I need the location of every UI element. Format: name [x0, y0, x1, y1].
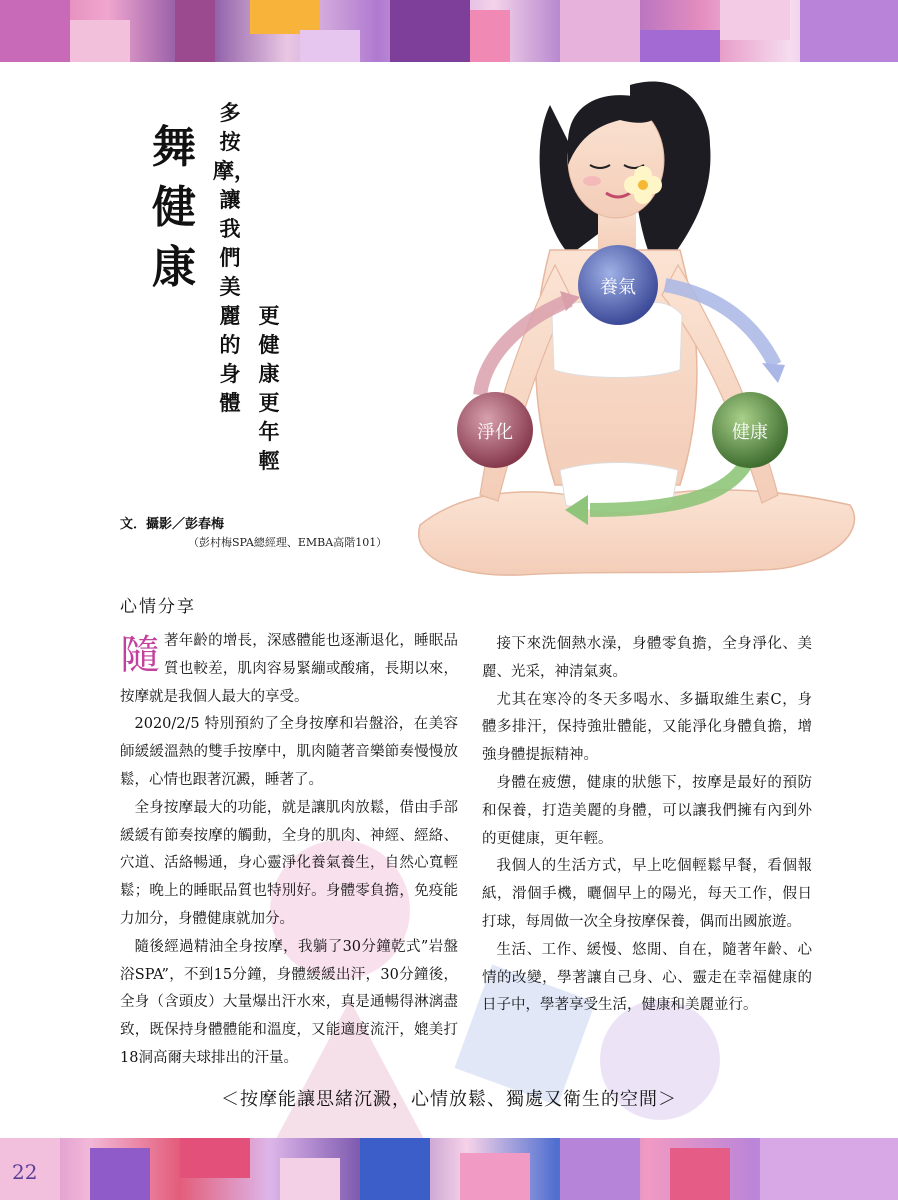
section-heading: 心情分享 [120, 597, 196, 617]
body-column-2 [482, 631, 812, 1020]
paragraph: 接下來洗個熱水澡，身體零負擔，全身淨化、美麗、光采，神清氣爽。 [482, 636, 812, 680]
byline-author: 文．攝影／彭春梅 [120, 517, 225, 532]
byline-affiliation: （彭村梅SPA總經理、EMBA高階101） [188, 536, 388, 549]
subtitle-line-2: 更健康 更年輕 [258, 304, 280, 473]
page-number: 22 [12, 1160, 38, 1184]
photo-caption: ＜按摩能讓思緒沉澱，心情放鬆、獨處又衛生的空間＞ [221, 1089, 677, 1110]
bottom-decorative-band [0, 1138, 898, 1200]
cycle-label-qi: 養氣 [600, 277, 636, 298]
paragraph: 我個人的生活方式，早上吃個輕鬆早餐，看個報紙，滑個手機，曬個早上的陽光，每天工作，假日打球，每周做一次全身按摩保養，偶而出國旅遊。 [482, 858, 812, 930]
paragraph: 隨後經過精油全身按摩，我躺了30分鐘乾式”岩盤浴SPA”，不到15分鐘，身體緩緩出汗，30分鐘後，全身（含頭皮）大量爆出汗水來，真是通暢得淋漓盡致，既保持身體體能和溫度，又能適度流汗，媲美打18洞高爾夫球排出的汗量。 [120, 938, 458, 1066]
paragraph: 尤其在寒冷的冬天多喝水、多攝取維生素C，身體多排汗，保持強壯體能，又能淨化身體負擔，增強身體提振精神。 [482, 691, 812, 764]
body-column-1 [120, 628, 458, 1073]
paragraph: 身體在疲憊，健康的狀態下，按摩是最好的預防和保養，打造美麗的身體，可以讓我們擁有內到外的更健康，更年輕。 [482, 774, 812, 847]
paragraph: 全身按摩最大的功能，就是讓肌肉放鬆，借由手部緩緩有節奏按摩的觸動，全身的肌肉、神經、經絡、穴道、活絡暢通，身心靈淨化養氣養生，自然心寬輕鬆；晚上的睡眠品質也特別好。身體零負擔，免疫能力加分，身體健康就加分。 [120, 799, 458, 927]
paragraph: 隨著年齡的增長，深感體能也逐漸退化，睡眠品質也較差，肌肉容易緊繃或酸痛，長期以來，按摩就是我個人最大的享受。 [120, 632, 458, 705]
cycle-label-purify: 淨化 [477, 422, 513, 443]
paragraph: 2020/2/5 特別預約了全身按摩和岩盤浴，在美容師緩緩溫熱的雙手按摩中，肌肉隨著音樂節奏慢慢放鬆，心情也跟著沉澱，睡著了。 [120, 716, 458, 788]
cycle-label-health: 健康 [732, 422, 768, 443]
paragraph: 生活、工作、緩慢、悠閒、自在，隨著年齡、心情的改變，學著讓自己身、心、靈走在幸福健康的日子中，學著享受生活，健康和美麗並行。 [482, 941, 812, 1014]
article-title: 舞健康 [152, 122, 196, 293]
subtitle-line-1: 多按摩，讓我們美麗的身體 [213, 101, 255, 415]
drop-cap: 隨 [120, 632, 160, 678]
top-decorative-band [0, 0, 898, 62]
meditation-illustration [380, 65, 898, 590]
